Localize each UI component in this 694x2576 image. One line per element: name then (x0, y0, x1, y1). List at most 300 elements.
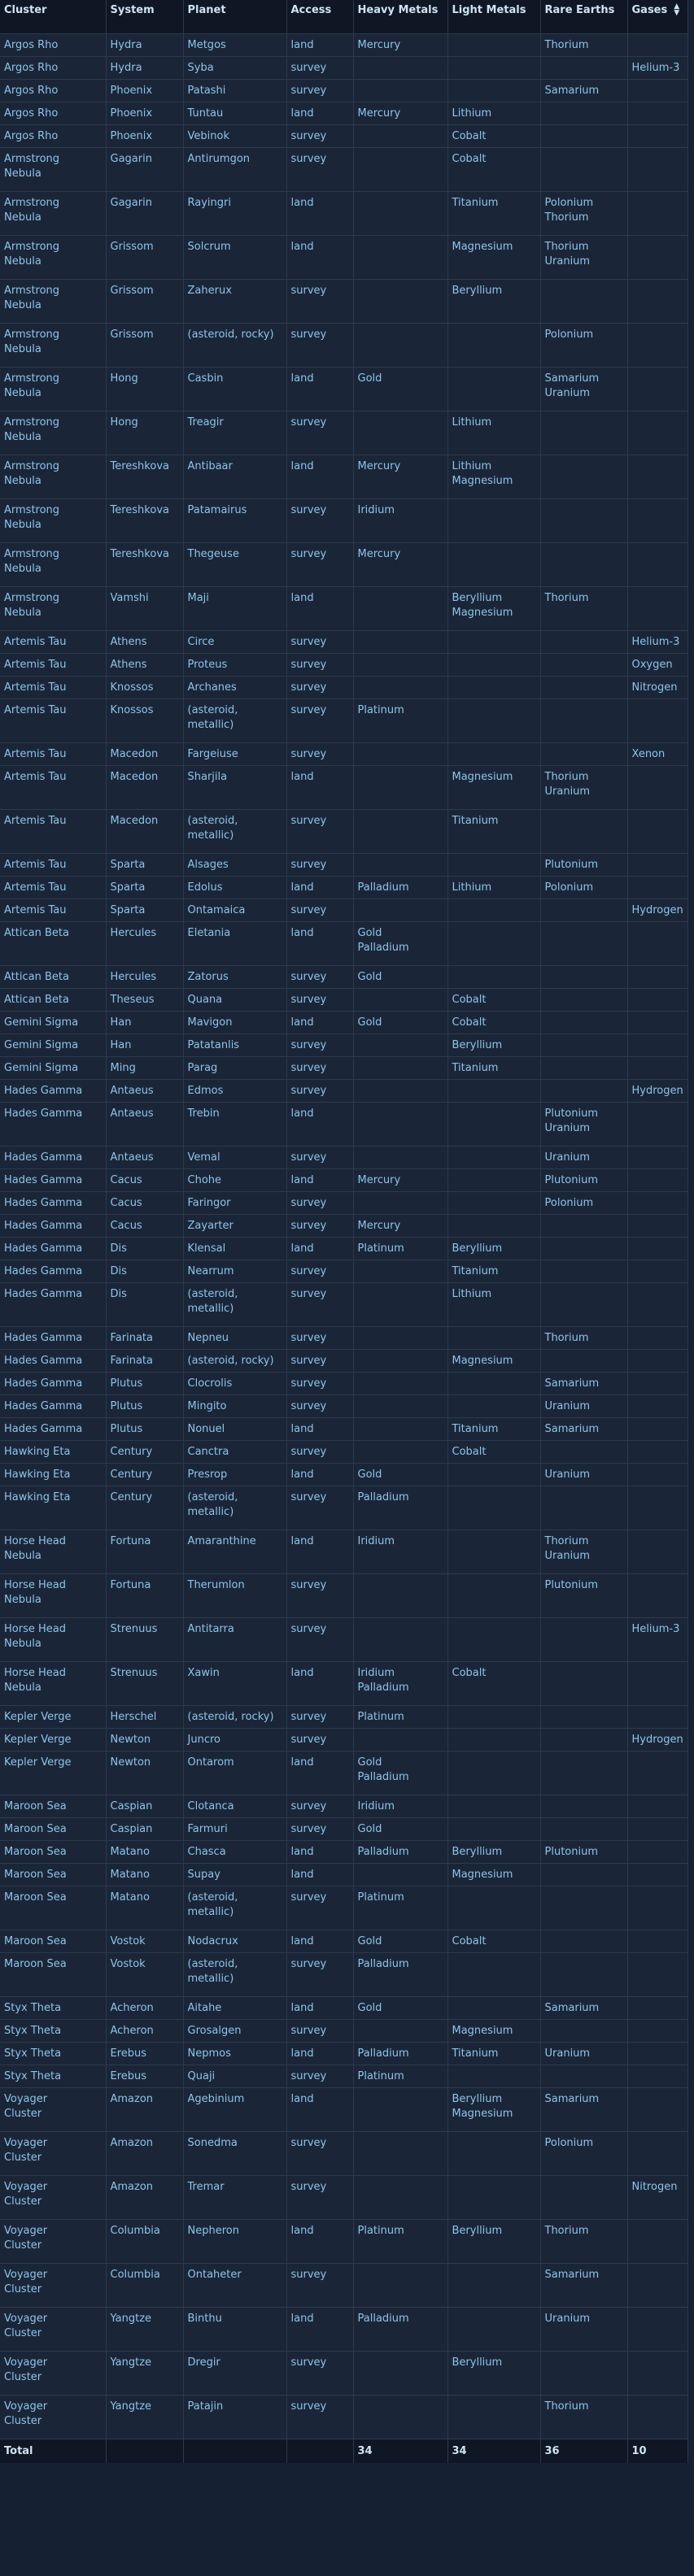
table-row[interactable] (0, 79, 687, 102)
table-row[interactable] (0, 921, 687, 965)
cell-cluster: Hades Gamma (0, 1326, 106, 1349)
table-row[interactable] (0, 235, 687, 279)
cell-access: land (286, 1011, 353, 1033)
cell-heavy-metals (353, 1573, 447, 1617)
table-row[interactable] (0, 586, 687, 630)
cell-planet: Proteus (183, 653, 286, 676)
cell-cluster: Artemis Tau (0, 809, 106, 853)
cell-access: survey (286, 1886, 353, 1930)
cell-light-metals (447, 1214, 540, 1237)
table-row[interactable] (0, 1417, 687, 1440)
cell-gases (627, 2042, 687, 2065)
cell-rare-earths: Samarium (540, 1996, 627, 2019)
cell-light-metals (447, 1751, 540, 1795)
cell-cluster: Horse Head Nebula (0, 1617, 106, 1661)
cell-light-metals: Titanium (447, 2042, 540, 2065)
column-header-gases[interactable] (627, 0, 687, 33)
cell-cluster: Armstrong Nebula (0, 147, 106, 191)
cell-planet: Patajin (183, 2395, 286, 2439)
table-row[interactable] (0, 1886, 687, 1930)
table-row[interactable] (0, 1395, 687, 1417)
cell-light-metals (447, 56, 540, 79)
table-row[interactable] (0, 676, 687, 698)
cell-light-metals (447, 1102, 540, 1146)
cell-access: land (286, 2087, 353, 2131)
table-row[interactable] (0, 1996, 687, 2019)
cell-system: Century (106, 1463, 183, 1486)
cell-light-metals (447, 1168, 540, 1191)
table-row[interactable] (0, 2351, 687, 2395)
cell-heavy-metals (353, 2351, 447, 2395)
cell-system: Hydra (106, 56, 183, 79)
cell-rare-earths: Samarium (540, 2263, 627, 2307)
cell-gases (627, 279, 687, 323)
cell-heavy-metals (353, 1260, 447, 1282)
table-row[interactable] (0, 742, 687, 765)
cell-heavy-metals (353, 1326, 447, 1349)
cell-gases: Nitrogen (627, 2175, 687, 2219)
cell-cluster: Hades Gamma (0, 1168, 106, 1191)
column-label: Gases (631, 4, 668, 16)
cell-gases (627, 1486, 687, 1530)
cell-access: survey (286, 1056, 353, 1079)
cell-system: Acheron (106, 2019, 183, 2042)
cell-system: Plutus (106, 1417, 183, 1440)
cell-gases: Helium-3 (627, 56, 687, 79)
table-row[interactable] (0, 1102, 687, 1146)
table-row[interactable] (0, 653, 687, 676)
cell-system: Plutus (106, 1395, 183, 1417)
cell-cluster: Styx Theta (0, 2065, 106, 2087)
column-label: Heavy Metals (357, 4, 439, 16)
column-header-heavy-metals[interactable] (353, 0, 447, 33)
cell-system: Vostok (106, 1952, 183, 1996)
cell-heavy-metals: Platinum (353, 2065, 447, 2087)
table-row[interactable] (0, 2087, 687, 2131)
cell-light-metals (447, 630, 540, 653)
sort-arrows-icon[interactable]: ▲ ▼ (674, 2, 680, 17)
cell-system: Phoenix (106, 124, 183, 147)
cell-access: survey (286, 279, 353, 323)
cell-cluster: Armstrong Nebula (0, 586, 106, 630)
cell-light-metals: Magnesium (447, 765, 540, 809)
cell-gases (627, 1751, 687, 1795)
table-row[interactable] (0, 1056, 687, 1079)
cell-planet: Metgos (183, 33, 286, 56)
cell-light-metals (447, 1530, 540, 1573)
cell-rare-earths (540, 1056, 627, 1079)
cell-access: land (286, 1996, 353, 2019)
cell-system: Gagarin (106, 147, 183, 191)
cell-rare-earths (540, 742, 627, 765)
cell-gases (627, 988, 687, 1011)
cell-rare-earths: Samarium (540, 2087, 627, 2131)
cell-access: survey (286, 809, 353, 853)
cell-gases (627, 1260, 687, 1282)
cell-heavy-metals: Platinum (353, 1237, 447, 1260)
cell-cluster: Artemis Tau (0, 653, 106, 676)
cell-gases (627, 1372, 687, 1395)
table-row[interactable] (0, 147, 687, 191)
cell-access: survey (286, 1079, 353, 1102)
cell-planet: Tuntau (183, 102, 286, 124)
table-row[interactable] (0, 2395, 687, 2439)
cell-cluster: Armstrong Nebula (0, 235, 106, 279)
table-row[interactable] (0, 124, 687, 147)
table-row[interactable] (0, 2307, 687, 2351)
cell-access: survey (286, 1146, 353, 1168)
cell-cluster: Attican Beta (0, 921, 106, 965)
table-row[interactable] (0, 965, 687, 988)
table-row[interactable] (0, 102, 687, 124)
cell-light-metals: Lithium (447, 102, 540, 124)
cell-rare-earths (540, 653, 627, 676)
cell-light-metals (447, 742, 540, 765)
cell-cluster: Hades Gamma (0, 1349, 106, 1372)
cell-system: Acheron (106, 1996, 183, 2019)
cell-rare-earths: Thorium (540, 2219, 627, 2263)
cell-cluster: Artemis Tau (0, 765, 106, 809)
cell-system: Matano (106, 1840, 183, 1863)
cell-planet: Antitarra (183, 1617, 286, 1661)
table-row[interactable] (0, 2042, 687, 2065)
cell-cluster: Voyager Cluster (0, 2087, 106, 2131)
cell-cluster: Hawking Eta (0, 1440, 106, 1463)
cell-planet: Syba (183, 56, 286, 79)
cell-planet: Agebinium (183, 2087, 286, 2131)
table-row[interactable] (0, 1372, 687, 1395)
table-row[interactable] (0, 1795, 687, 1817)
cell-system: Farinata (106, 1326, 183, 1349)
table-row[interactable] (0, 191, 687, 235)
table-row[interactable] (0, 1191, 687, 1214)
cell-cluster: Hades Gamma (0, 1214, 106, 1237)
cell-gases (627, 2087, 687, 2131)
table-row[interactable] (0, 1817, 687, 1840)
cell-cluster: Hawking Eta (0, 1486, 106, 1530)
cell-cluster: Hades Gamma (0, 1282, 106, 1326)
cell-system: Phoenix (106, 79, 183, 102)
table-row[interactable] (0, 1952, 687, 1996)
table-row[interactable] (0, 2263, 687, 2307)
cell-access: land (286, 1168, 353, 1191)
cell-heavy-metals: Palladium (353, 1840, 447, 1863)
table-row[interactable] (0, 33, 687, 56)
cell-planet: Presrop (183, 1463, 286, 1486)
cell-light-metals (447, 1146, 540, 1168)
cell-cluster: Armstrong Nebula (0, 455, 106, 498)
cell-light-metals (447, 853, 540, 876)
cell-system: Dis (106, 1282, 183, 1326)
cell-light-metals: Cobalt (447, 1661, 540, 1705)
cell-access: land (286, 2219, 353, 2263)
table-row[interactable] (0, 542, 687, 586)
table-row[interactable] (0, 876, 687, 899)
cell-heavy-metals: Palladium (353, 1486, 447, 1530)
cell-heavy-metals (353, 147, 447, 191)
cell-rare-earths (540, 1486, 627, 1530)
cell-rare-earths (540, 1617, 627, 1661)
table-row[interactable] (0, 1863, 687, 1886)
table-row[interactable] (0, 1282, 687, 1326)
cell-cluster: Gemini Sigma (0, 1056, 106, 1079)
table-row[interactable] (0, 1530, 687, 1573)
cell-planet: Antirumgon (183, 147, 286, 191)
column-header-light-metals[interactable] (447, 0, 540, 33)
total-empty-cell (106, 2439, 183, 2463)
cell-planet: (asteroid, metallic) (183, 809, 286, 853)
cell-light-metals (447, 79, 540, 102)
table-row[interactable] (0, 455, 687, 498)
cell-planet: Rayingri (183, 191, 286, 235)
cell-heavy-metals (353, 899, 447, 921)
cell-cluster: Maroon Sea (0, 1817, 106, 1840)
cell-planet: Nepheron (183, 2219, 286, 2263)
table-row[interactable] (0, 1011, 687, 1033)
cell-heavy-metals (353, 2131, 447, 2175)
table-row[interactable] (0, 988, 687, 1011)
cell-planet: Edolus (183, 876, 286, 899)
table-row[interactable] (0, 2131, 687, 2175)
table-row[interactable] (0, 1440, 687, 1463)
cell-system: Grissom (106, 279, 183, 323)
cell-gases (627, 965, 687, 988)
table-row[interactable] (0, 1237, 687, 1260)
cell-system: Century (106, 1486, 183, 1530)
cell-cluster: Horse Head Nebula (0, 1661, 106, 1705)
cell-rare-earths (540, 1930, 627, 1952)
cell-cluster: Voyager Cluster (0, 2219, 106, 2263)
table-row[interactable] (0, 2065, 687, 2087)
cell-rare-earths: Polonium Thorium (540, 191, 627, 235)
cell-light-metals (447, 1372, 540, 1395)
cell-cluster: Armstrong Nebula (0, 411, 106, 455)
table-row[interactable] (0, 323, 687, 367)
cell-cluster: Argos Rho (0, 56, 106, 79)
cell-system: Amazon (106, 2175, 183, 2219)
cell-planet: (asteroid, metallic) (183, 1886, 286, 1930)
cell-gases (627, 1661, 687, 1705)
cell-access: survey (286, 56, 353, 79)
cell-planet: Aitahe (183, 1996, 286, 2019)
column-header-cluster[interactable] (0, 0, 106, 33)
cell-heavy-metals (353, 1079, 447, 1102)
table-row[interactable] (0, 1930, 687, 1952)
table-row[interactable] (0, 1751, 687, 1795)
cell-light-metals: Lithium Magnesium (447, 455, 540, 498)
cell-cluster: Hades Gamma (0, 1417, 106, 1440)
table-row[interactable] (0, 1214, 687, 1237)
table-row[interactable] (0, 1705, 687, 1728)
cell-access: survey (286, 988, 353, 1011)
cell-planet: Dregir (183, 2351, 286, 2395)
cell-heavy-metals (353, 1728, 447, 1751)
cell-access: survey (286, 147, 353, 191)
table-row[interactable] (0, 765, 687, 809)
table-row[interactable] (0, 411, 687, 455)
cell-planet: Ontarom (183, 1751, 286, 1795)
cell-rare-earths: Uranium (540, 2042, 627, 2065)
table-footer (0, 2439, 687, 2463)
table-row[interactable] (0, 1033, 687, 1056)
cell-cluster: Hawking Eta (0, 1463, 106, 1486)
cell-rare-earths (540, 2065, 627, 2087)
cell-access: land (286, 2042, 353, 2065)
cell-access: land (286, 1237, 353, 1260)
cell-heavy-metals: Platinum (353, 2219, 447, 2263)
cell-planet: Antibaar (183, 455, 286, 498)
table-row[interactable] (0, 367, 687, 411)
cell-gases: Oxygen (627, 653, 687, 676)
table-row[interactable] (0, 1260, 687, 1282)
cell-cluster: Maroon Sea (0, 1886, 106, 1930)
cell-rare-earths (540, 542, 627, 586)
cell-heavy-metals (353, 2175, 447, 2219)
cell-light-metals (447, 965, 540, 988)
cell-gases (627, 853, 687, 876)
cell-gases (627, 1282, 687, 1326)
cell-cluster: Armstrong Nebula (0, 498, 106, 542)
cell-light-metals: Beryllium (447, 279, 540, 323)
cell-access: survey (286, 1486, 353, 1530)
cell-heavy-metals (353, 2263, 447, 2307)
cell-rare-earths (540, 988, 627, 1011)
cell-planet: Farmuri (183, 1817, 286, 1840)
table-row[interactable] (0, 1573, 687, 1617)
column-header-access[interactable] (286, 0, 353, 33)
cell-light-metals (447, 2395, 540, 2439)
cell-light-metals: Lithium (447, 411, 540, 455)
cell-light-metals (447, 653, 540, 676)
table-row[interactable] (0, 2219, 687, 2263)
cell-light-metals: Magnesium (447, 2019, 540, 2042)
cell-access: survey (286, 2351, 353, 2395)
cell-gases (627, 1146, 687, 1168)
cell-system: Sparta (106, 853, 183, 876)
table-body (0, 33, 687, 2439)
table-row[interactable] (0, 1326, 687, 1349)
cell-heavy-metals: Palladium (353, 1952, 447, 1996)
cell-access: land (286, 765, 353, 809)
cell-planet: Amaranthine (183, 1530, 286, 1573)
table-row[interactable] (0, 2175, 687, 2219)
total-empty-cell (286, 2439, 353, 2463)
cell-heavy-metals (353, 1395, 447, 1417)
cell-system: Farinata (106, 1349, 183, 1372)
cell-cluster: Kepler Verge (0, 1728, 106, 1751)
cell-heavy-metals: Mercury (353, 33, 447, 56)
table-row[interactable] (0, 2019, 687, 2042)
column-header-planet[interactable] (183, 0, 286, 33)
table-row[interactable] (0, 1661, 687, 1705)
table-row[interactable] (0, 1486, 687, 1530)
cell-access: survey (286, 1260, 353, 1282)
table-row[interactable] (0, 899, 687, 921)
table-row[interactable] (0, 56, 687, 79)
cell-system: Newton (106, 1728, 183, 1751)
cell-system: Phoenix (106, 102, 183, 124)
cell-cluster: Argos Rho (0, 124, 106, 147)
cell-gases (627, 1840, 687, 1863)
cell-rare-earths (540, 1886, 627, 1930)
cell-system: Han (106, 1033, 183, 1056)
cell-gases (627, 1102, 687, 1146)
cell-heavy-metals: Gold (353, 1930, 447, 1952)
table-row[interactable] (0, 279, 687, 323)
cell-cluster: Voyager Cluster (0, 2395, 106, 2439)
cell-access: survey (286, 1349, 353, 1372)
table-row[interactable] (0, 1728, 687, 1751)
cell-light-metals (447, 2263, 540, 2307)
cell-system: Grissom (106, 235, 183, 279)
cell-heavy-metals (353, 742, 447, 765)
cell-rare-earths (540, 124, 627, 147)
cell-heavy-metals: Gold Palladium (353, 921, 447, 965)
cell-gases (627, 1863, 687, 1886)
cell-gases: Helium-3 (627, 630, 687, 653)
cell-planet: Clocrolis (183, 1372, 286, 1395)
cell-system: Sparta (106, 899, 183, 921)
cell-access: survey (286, 2131, 353, 2175)
cell-cluster: Maroon Sea (0, 1863, 106, 1886)
cell-access: land (286, 2307, 353, 2351)
cell-access: survey (286, 1440, 353, 1463)
cell-access: land (286, 191, 353, 235)
table-row[interactable] (0, 853, 687, 876)
cell-heavy-metals (353, 676, 447, 698)
table-row[interactable] (0, 698, 687, 742)
table-row[interactable] (0, 1168, 687, 1191)
cell-access: survey (286, 2263, 353, 2307)
cell-planet: Canctra (183, 1440, 286, 1463)
cell-planet: Casbin (183, 367, 286, 411)
cell-planet: Archanes (183, 676, 286, 698)
cell-system: Hydra (106, 33, 183, 56)
cell-gases (627, 2395, 687, 2439)
cell-gases (627, 586, 687, 630)
column-header-rare-earths[interactable] (540, 0, 627, 33)
cell-rare-earths (540, 411, 627, 455)
cell-rare-earths (540, 2019, 627, 2042)
column-header-system[interactable] (106, 0, 183, 33)
table-row[interactable] (0, 809, 687, 853)
table-row[interactable] (0, 498, 687, 542)
cell-system: Yangtze (106, 2395, 183, 2439)
cell-planet: Quaji (183, 2065, 286, 2087)
cell-gases (627, 2307, 687, 2351)
table-row[interactable] (0, 1146, 687, 1168)
table-row[interactable] (0, 1349, 687, 1372)
cell-gases (627, 1930, 687, 1952)
table-row[interactable] (0, 630, 687, 653)
cell-heavy-metals (353, 809, 447, 853)
cell-access: survey (286, 1282, 353, 1326)
cell-system: Macedon (106, 809, 183, 853)
cell-light-metals (447, 1326, 540, 1349)
cell-cluster: Maroon Sea (0, 1840, 106, 1863)
cell-rare-earths: Plutonium (540, 853, 627, 876)
table-row[interactable] (0, 1079, 687, 1102)
cell-access: survey (286, 498, 353, 542)
cell-light-metals: Beryllium (447, 1033, 540, 1056)
cell-light-metals: Cobalt (447, 1011, 540, 1033)
table-row[interactable] (0, 1617, 687, 1661)
table-row[interactable] (0, 1463, 687, 1486)
cell-rare-earths (540, 498, 627, 542)
cell-gases (627, 809, 687, 853)
table-row[interactable] (0, 1840, 687, 1863)
cell-heavy-metals (353, 1440, 447, 1463)
